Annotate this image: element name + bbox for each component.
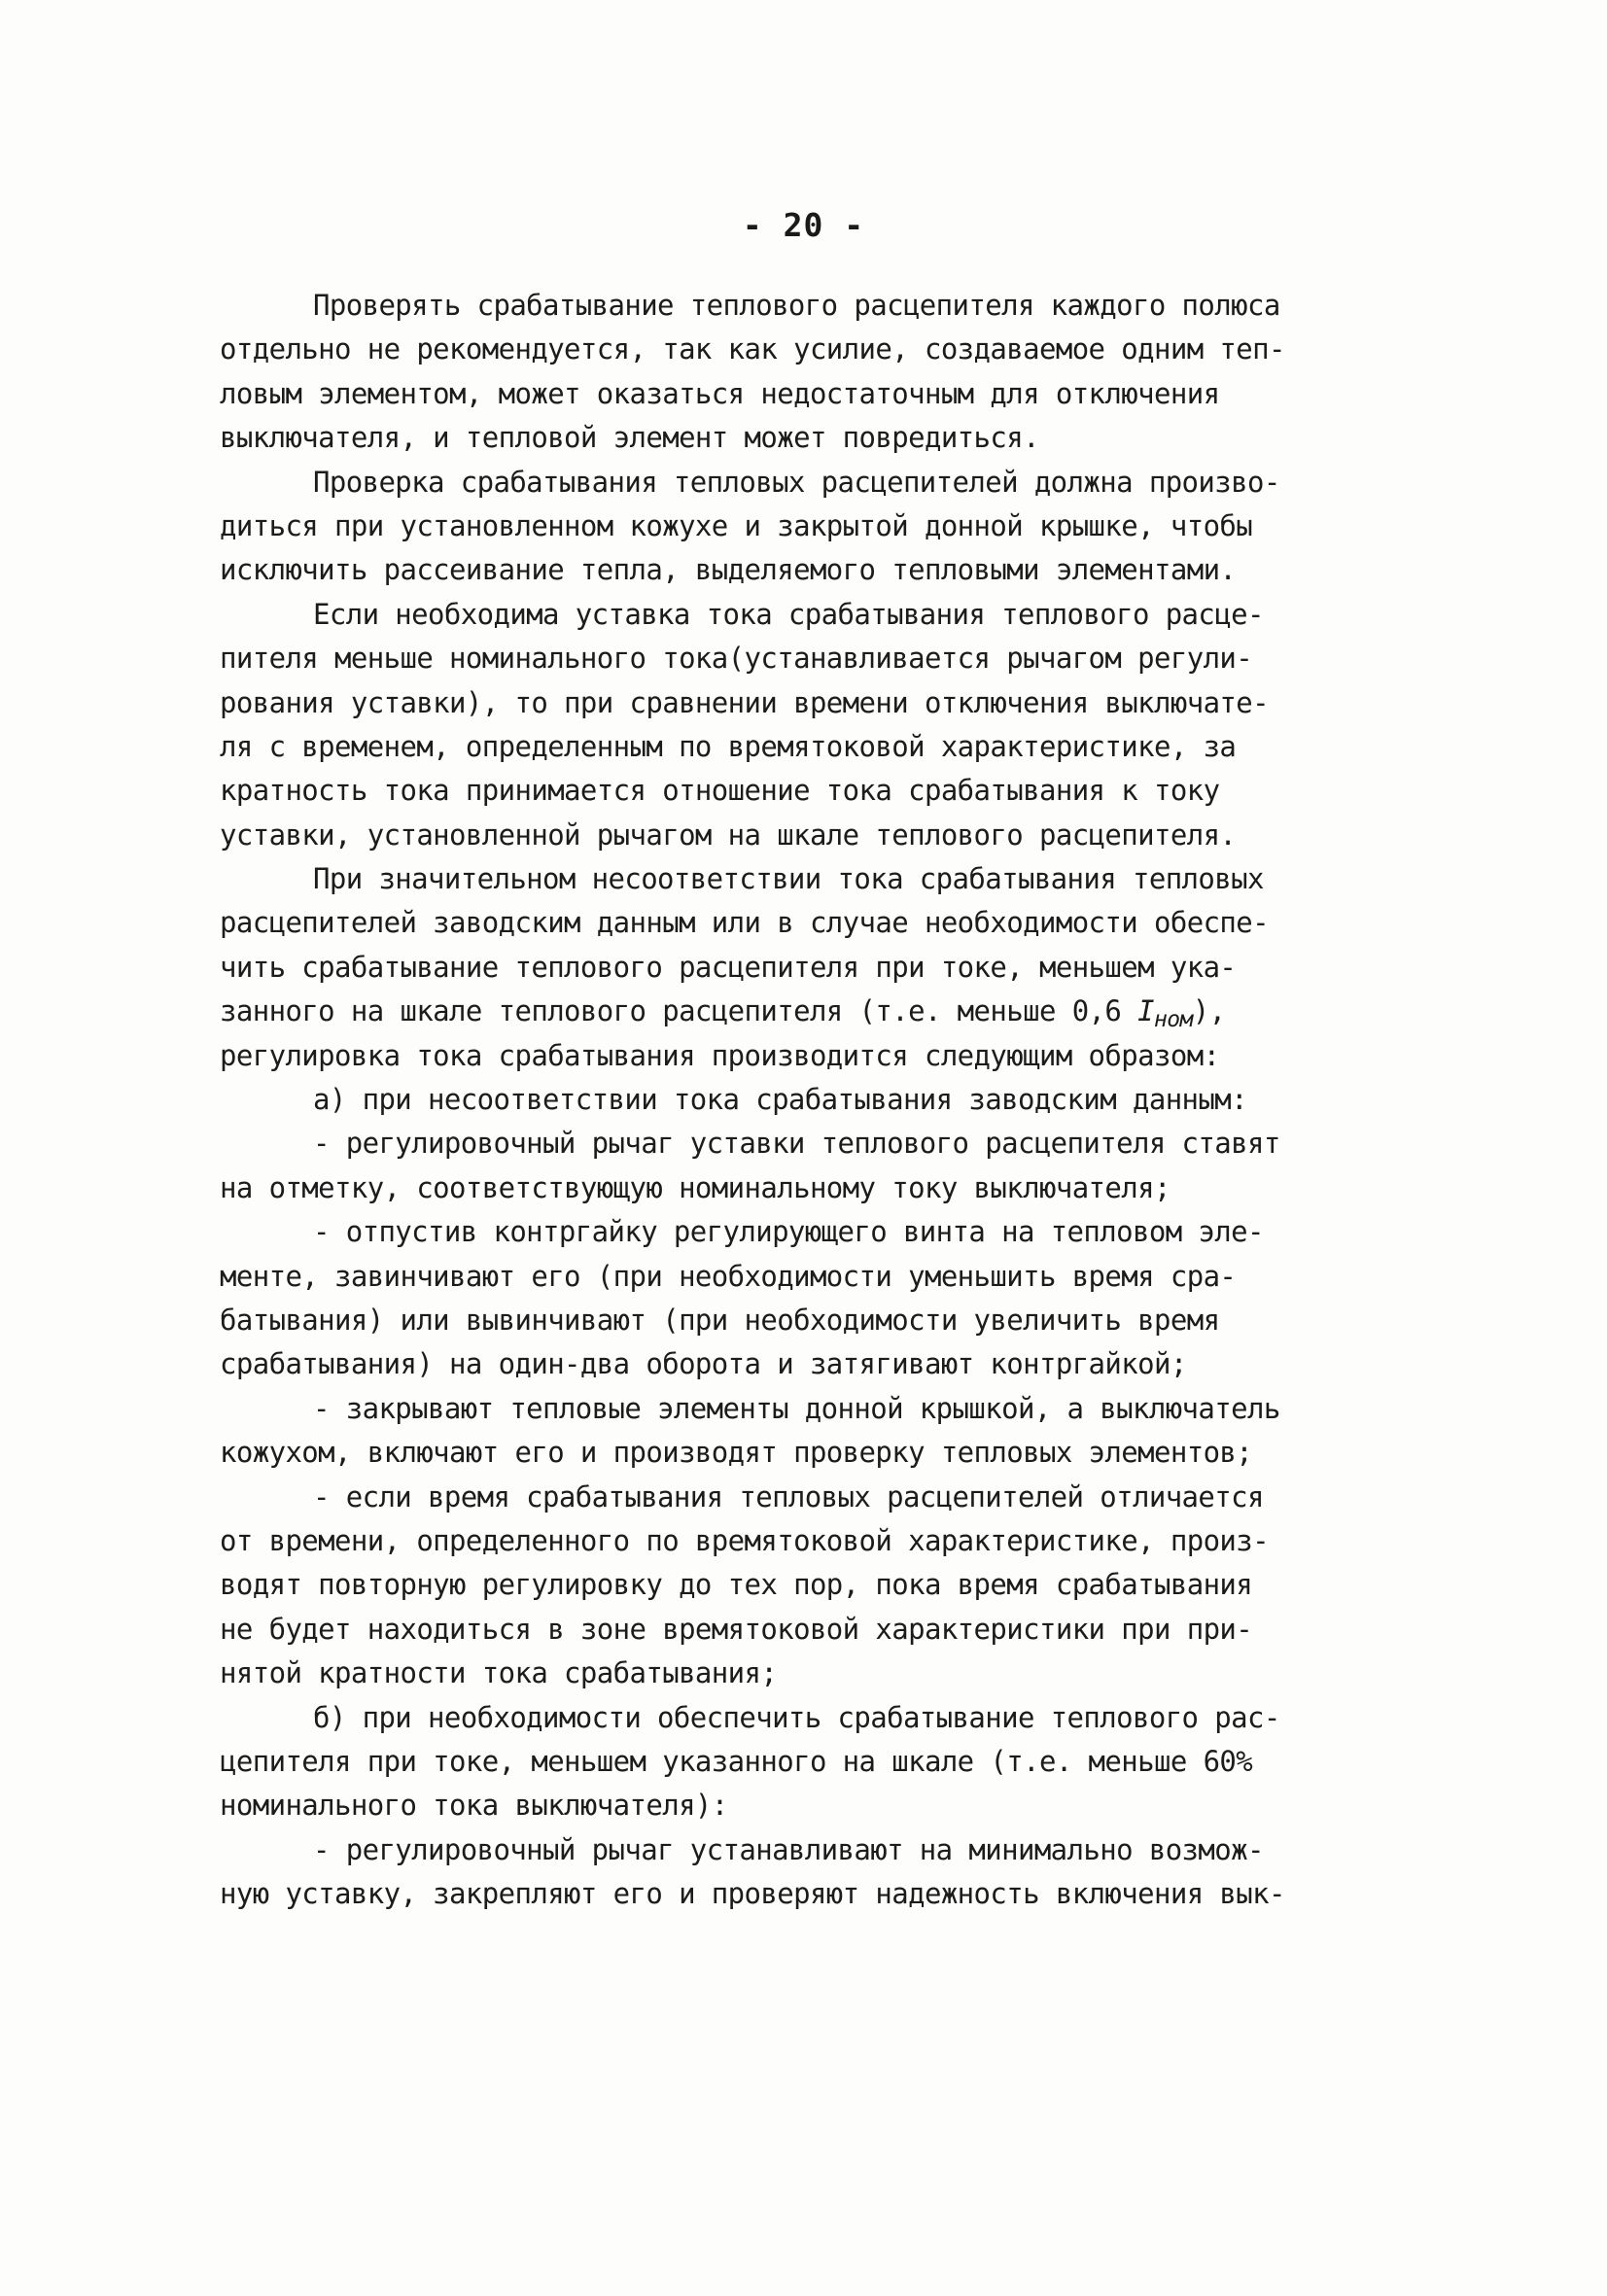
text-line: нятой кратности тока срабатывания;: [220, 1656, 778, 1690]
body-text: [220, 284, 1415, 1916]
text-line: Проверка срабатывания тепловых расцепителей должна произво-: [313, 465, 1280, 499]
formula-subscript: ном: [1154, 1007, 1193, 1033]
text-line: выключателя, и тепловой элемент может повредиться.: [220, 421, 1039, 455]
text-line: от времени, определенного по времятоковой характеристике, произ-: [220, 1523, 1270, 1557]
text-line: отдельно не рекомендуется, так как усилие, создаваемое одним теп-: [220, 332, 1285, 366]
text-line: пителя меньше номинального тока(устанавливается рычагом регули-: [220, 642, 1253, 676]
formula-tail: ),: [1192, 994, 1226, 1028]
text-line: ловым элементом, может оказаться недостаточным для отключения: [220, 376, 1220, 410]
text-line: менте, завинчивают его (при необходимости уменьшить время сра-: [220, 1259, 1237, 1293]
text-line: водят повторную регулировку до тех пор, пока время срабатывания: [220, 1568, 1253, 1602]
text-line: диться при установленном кожухе и закрытой донной крышке, чтобы: [220, 508, 1253, 542]
text-line: кратность тока принимается отношение тока срабатывания к току: [220, 774, 1220, 808]
text-line: чить срабатывание теплового расцепителя при токе, меньшем ука-: [220, 950, 1237, 984]
text-line: батывания) или вывинчивают (при необходимости увеличить время: [220, 1303, 1220, 1337]
text-line: ля с временем, определенным по времятоковой характеристике, за: [220, 729, 1237, 763]
text-line: на отметку, соответствующую номинальному току выключателя;: [220, 1170, 1170, 1204]
text-line: расцепителей заводским данным или в случае необходимости обеспе-: [220, 906, 1270, 940]
text-line: уставки, установленной рычагом на шкале теплового расцепителя.: [220, 818, 1237, 852]
formula-symbol: I: [1137, 994, 1155, 1028]
text-line: - если время срабатывания тепловых расцепителей отличается: [313, 1479, 1264, 1513]
text-line: не будет находиться в зоне времятоковой характеристики при при-: [220, 1612, 1253, 1646]
text-line: а) при несоответствии тока срабатывания заводским данным:: [313, 1083, 1247, 1117]
text-line: - отпустив контргайку регулирующего винта на тепловом эле-: [313, 1215, 1264, 1249]
text-line: исключить рассеивание тепла, выделяемого тепловыми элементами.: [220, 553, 1237, 587]
text-line: регулировка тока срабатывания производится следующим образом:: [220, 1038, 1220, 1072]
text-line: рования уставки), то при сравнении времени отключения выключате-: [220, 685, 1270, 719]
text-line: ную уставку, закрепляют его и проверяют надежность включения вык-: [220, 1877, 1285, 1911]
text-line-lead: занного на шкале теплового расцепителя (т.е. меньше 0,6: [220, 994, 1138, 1028]
text-line: - регулировочный рычаг уставки теплового расцепителя ставят: [313, 1127, 1280, 1161]
text-line-with-formula: [220, 990, 1415, 1033]
text-line: - закрывают тепловые элементы донной крышкой, а выключатель: [313, 1391, 1280, 1425]
text-line: б) при необходимости обеспечить срабатывание теплового рас-: [313, 1700, 1280, 1734]
text-line: Если необходима уставка тока срабатывания теплового расце-: [313, 597, 1264, 631]
text-line: цепителя при токе, меньшем указанного на шкале (т.е. меньше 60%: [220, 1744, 1253, 1778]
text-line: номинального тока выключателя):: [220, 1789, 728, 1823]
text-line: Проверять срабатывание теплового расцепителя каждого полюса: [313, 289, 1280, 322]
page-number: - 20 -: [742, 206, 865, 244]
text-line: кожухом, включают его и производят проверку тепловых элементов;: [220, 1436, 1253, 1470]
text-line: срабатывания) на один-два оборота и затягивают контргайкой;: [220, 1347, 1187, 1381]
text-line: При значительном несоответствии тока срабатывания тепловых: [313, 862, 1264, 896]
text-line: - регулировочный рычаг устанавливают на минимально возмож-: [313, 1832, 1264, 1866]
